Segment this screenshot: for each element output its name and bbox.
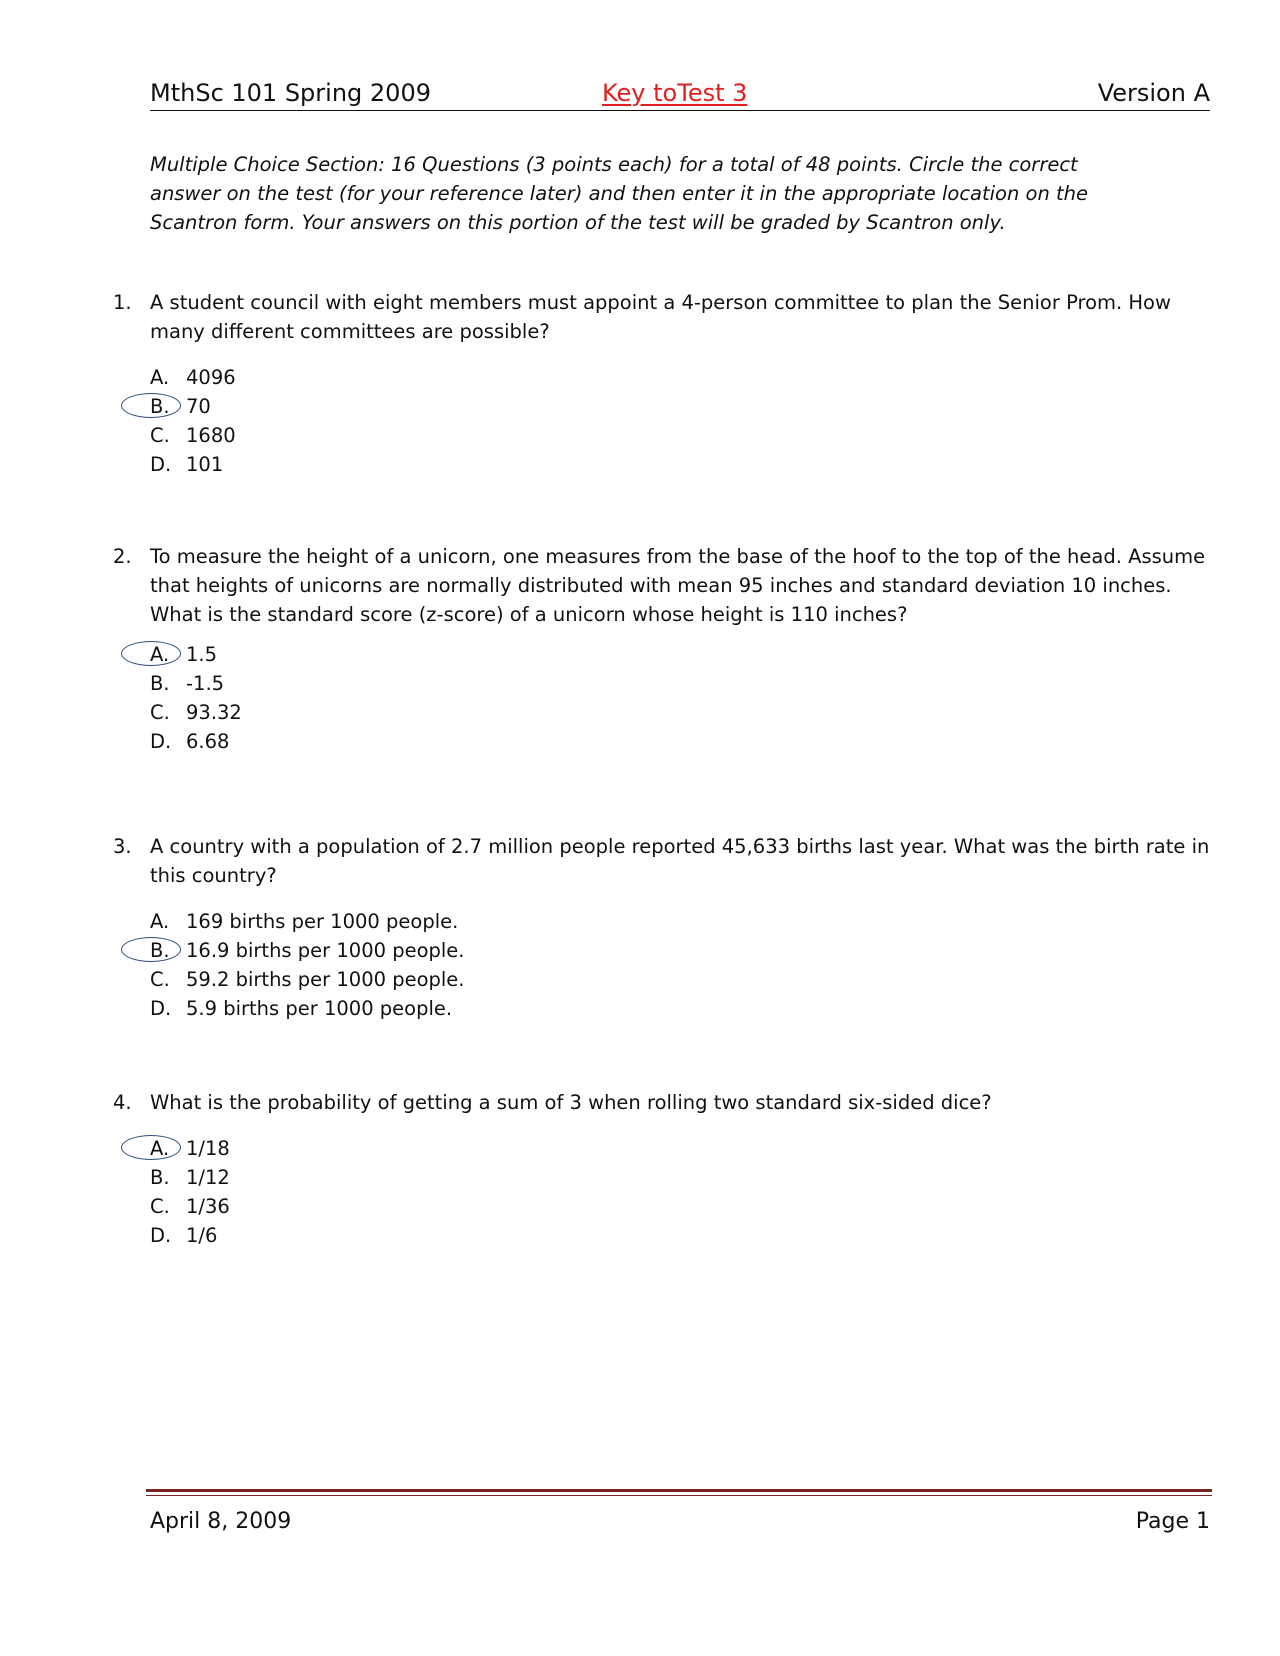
choice-text: 5.9 births per 1000 people. — [186, 997, 453, 1020]
answer-choice — [150, 907, 465, 936]
choice-text: 1680 — [186, 424, 236, 447]
answer-choice — [150, 1163, 230, 1192]
choice-text: 93.32 — [186, 701, 242, 724]
answer-choice-circled — [150, 640, 242, 669]
choice-letter: D. — [150, 730, 172, 753]
choice-letter: C. — [150, 1195, 170, 1218]
question-text: To measure the height of a unicorn, one measures from the base of the hoof to the top of the head. Assume that heights of unicorns are normally distributed with mean 95 inches and standard deviation 10 inches. What is the standard score (z-score) of a unicorn whose height is 110 inches? — [150, 545, 1206, 626]
choice-text: 70 — [186, 395, 211, 418]
answer-choice — [150, 669, 242, 698]
choice-letter: C. — [150, 701, 170, 724]
answer-choice — [150, 698, 242, 727]
answer-choices — [150, 640, 242, 756]
choice-letter: C. — [150, 424, 170, 447]
footer-date: April 8, 2009 — [150, 1509, 292, 1534]
choice-text: 1/18 — [186, 1137, 230, 1160]
answer-choice — [150, 965, 465, 994]
version-label: Version A — [1097, 79, 1210, 107]
choice-letter: A. — [150, 366, 170, 389]
choice-text: 1/6 — [186, 1224, 218, 1247]
choice-letter: B. — [150, 939, 170, 962]
question-number: 2. — [113, 545, 132, 568]
choice-letter: B. — [150, 672, 170, 695]
answer-choice — [150, 363, 236, 392]
instructions-text: Multiple Choice Section: 16 Questions (3 points each) for a total of 48 points. Circle the correct answer on the test (for your reference later) and then enter it in the appropriate location on the Scantron form. Your answers on this portion of the test will be graded by Scantron only. — [150, 153, 1089, 234]
answer-choices — [150, 907, 465, 1023]
choice-text: 59.2 births per 1000 people. — [186, 968, 465, 991]
choice-text: 101 — [186, 453, 224, 476]
page-number: Page 1 — [1135, 1509, 1210, 1534]
answer-choices — [150, 363, 236, 479]
question-number: 1. — [113, 291, 132, 314]
choice-letter: D. — [150, 1224, 172, 1247]
answer-choice — [150, 727, 242, 756]
choice-letter: B. — [150, 395, 170, 418]
choice-letter: C. — [150, 968, 170, 991]
answer-choice — [150, 1192, 230, 1221]
choice-text: -1.5 — [186, 672, 225, 695]
answer-choice-circled — [150, 936, 465, 965]
choice-text: 4096 — [186, 366, 236, 389]
choice-letter: A. — [150, 910, 170, 933]
page-header — [150, 76, 1210, 111]
choice-letter: B. — [150, 1166, 170, 1189]
choice-letter: A. — [150, 643, 170, 666]
footer-rule — [146, 1489, 1212, 1492]
choice-text: 16.9 births per 1000 people. — [186, 939, 465, 962]
answer-choice-circled — [150, 1134, 230, 1163]
choice-letter: D. — [150, 453, 172, 476]
choice-text: 1.5 — [186, 643, 218, 666]
question-text: A student council with eight members must appoint a 4-person committee to plan the Senior Prom. How many different committees are possible? — [150, 291, 1171, 343]
answer-choice — [150, 421, 236, 450]
choice-text: 6.68 — [186, 730, 230, 753]
answer-choices — [150, 1134, 230, 1250]
question-number: 3. — [113, 835, 132, 858]
answer-choice — [150, 1221, 230, 1250]
answer-choice — [150, 994, 465, 1023]
question-number: 4. — [113, 1091, 132, 1114]
choice-text: 169 births per 1000 people. — [186, 910, 459, 933]
choice-letter: D. — [150, 997, 172, 1020]
choice-text: 1/36 — [186, 1195, 230, 1218]
question-text: A country with a population of 2.7 million people reported 45,633 births last year. What was the birth rate in this country? — [150, 835, 1210, 887]
answer-choice — [150, 450, 236, 479]
document-title: Key toTest 3 — [602, 79, 748, 107]
question-text: What is the probability of getting a sum of 3 when rolling two standard six-sided dice? — [150, 1091, 992, 1114]
choice-text: 1/12 — [186, 1166, 230, 1189]
footer-rule-thin — [146, 1495, 1212, 1496]
choice-letter: A. — [150, 1137, 170, 1160]
answer-choice-circled — [150, 392, 236, 421]
course-name: MthSc 101 Spring 2009 — [150, 79, 431, 107]
